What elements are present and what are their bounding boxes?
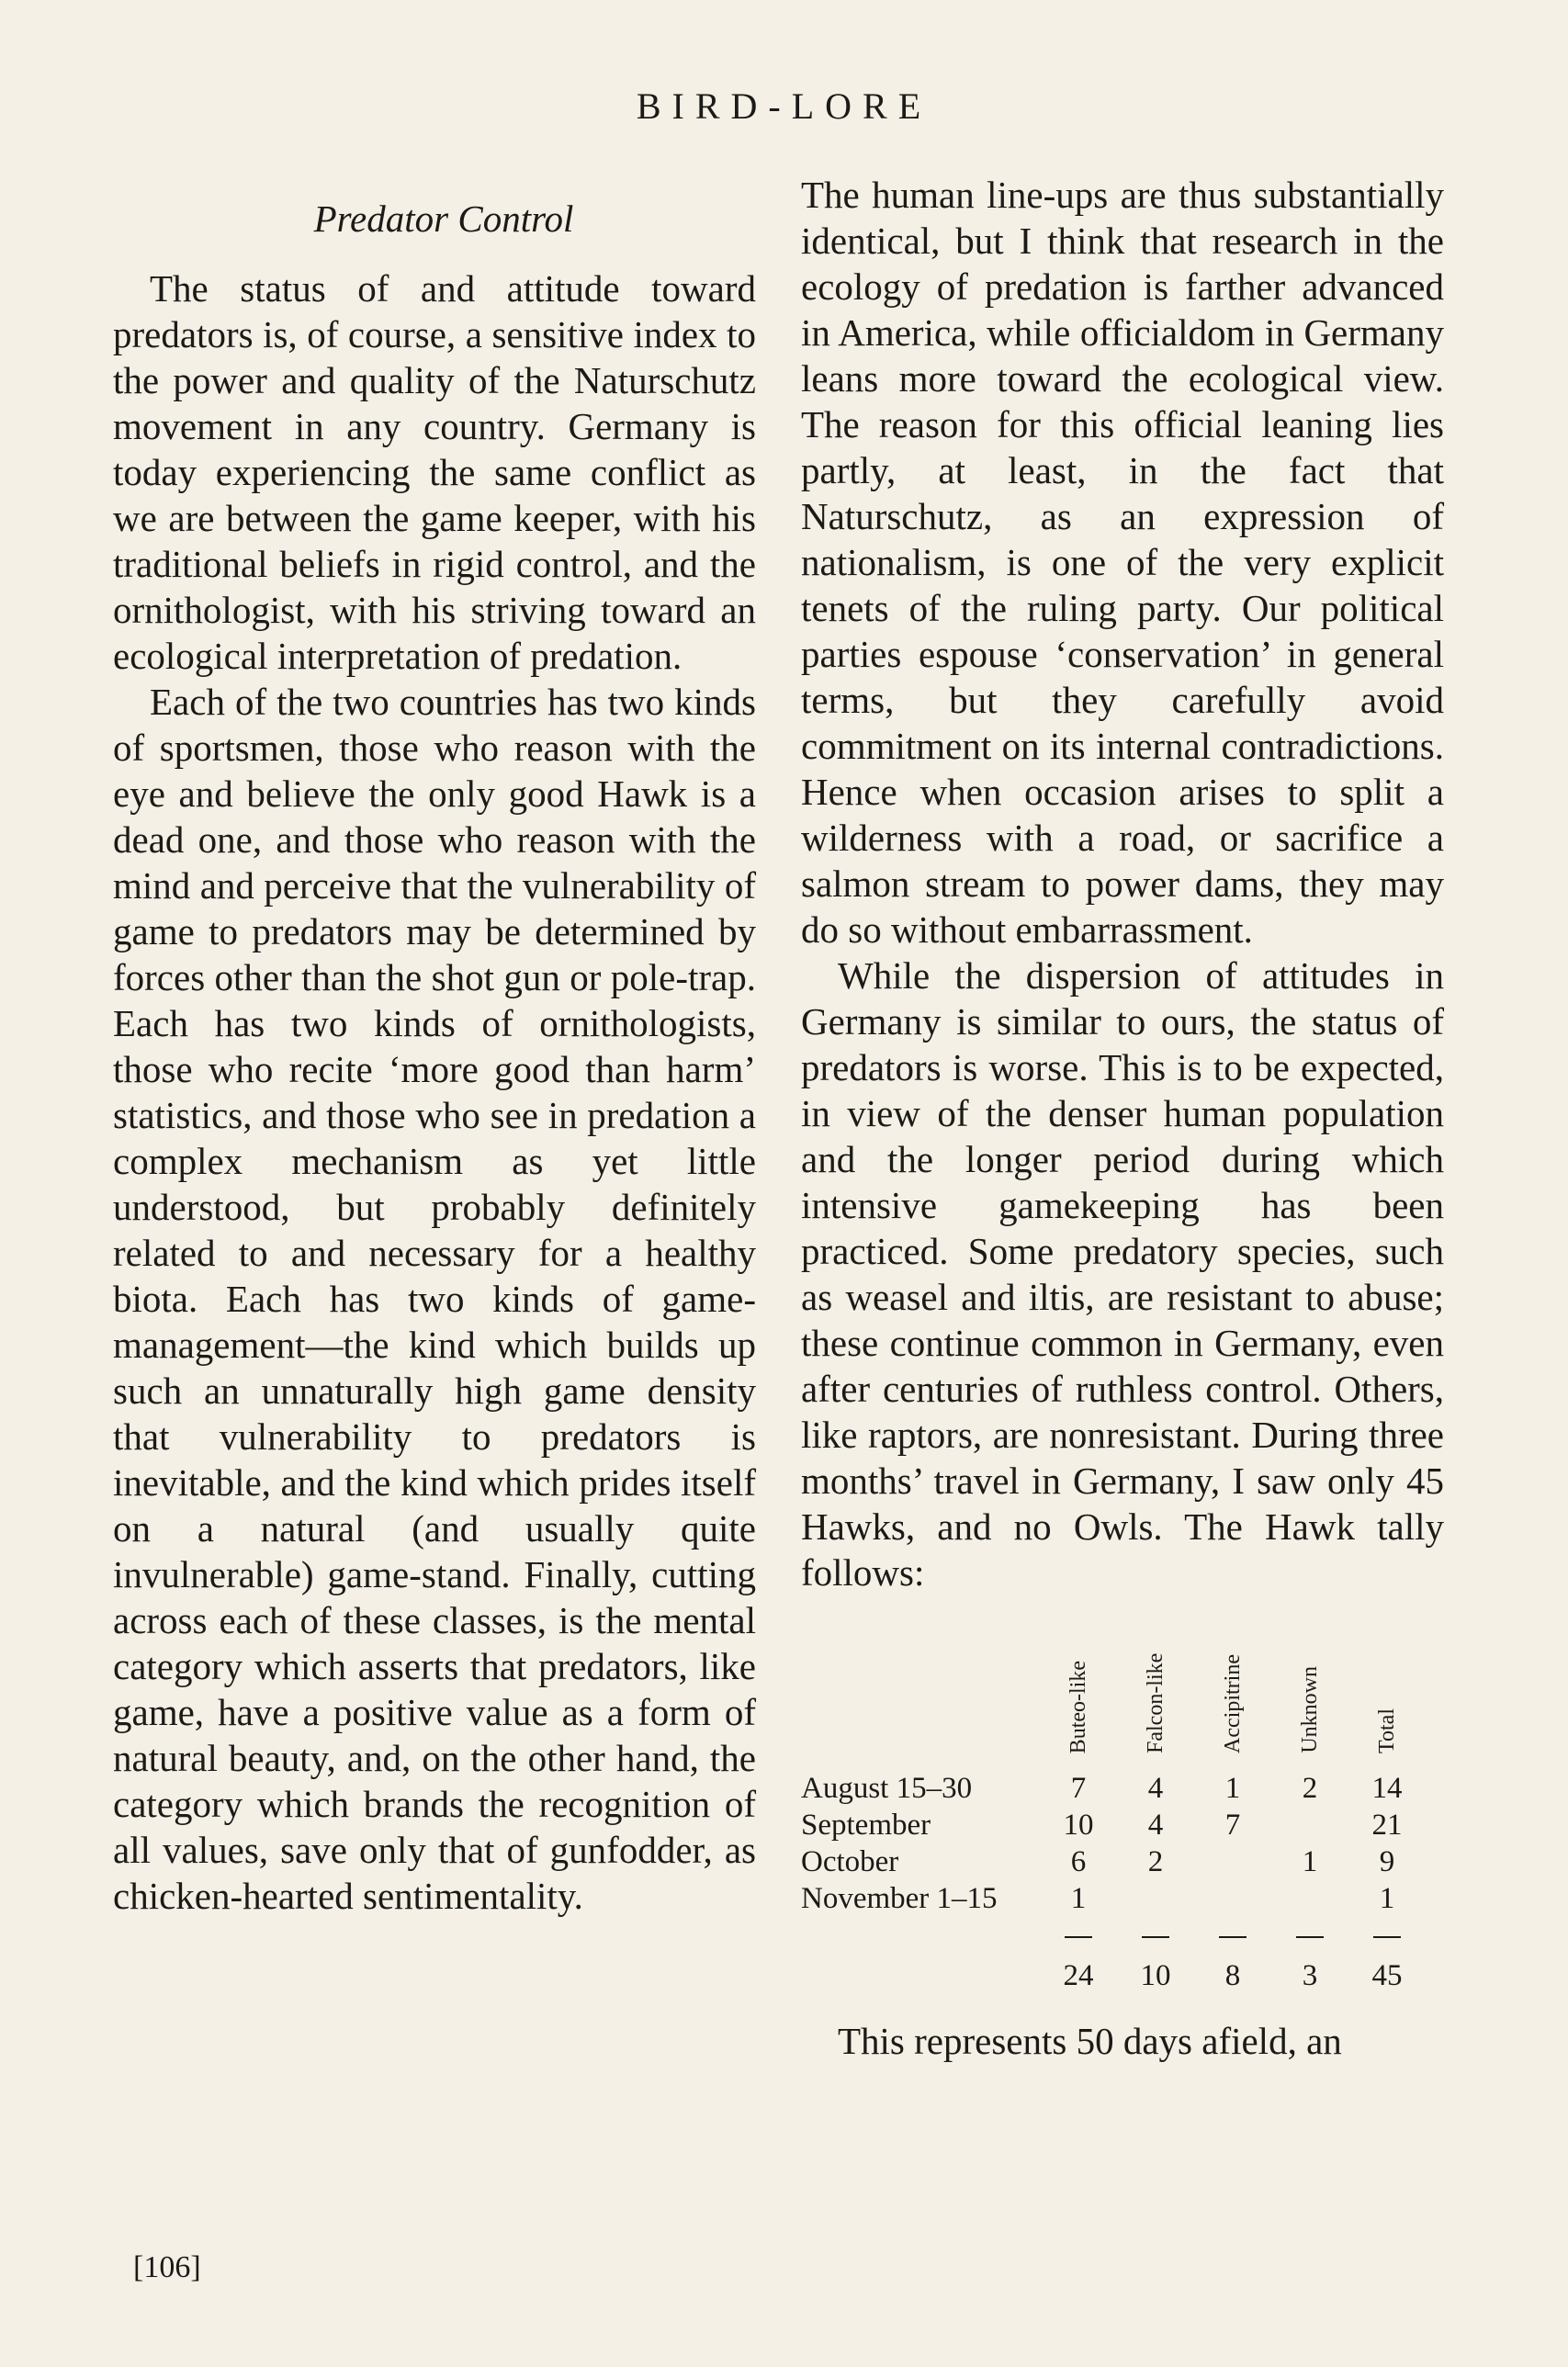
cell: 21: [1371, 1809, 1403, 1842]
paragraph: This represents 50 days afield, an: [838, 2020, 1342, 2062]
totals-row: [801, 1954, 1426, 1994]
rule: [1296, 1936, 1324, 1938]
row-label: November 1–15: [801, 1882, 998, 1915]
cell: 4: [1147, 1809, 1164, 1842]
paragraph: Each of the two countries has two kinds of sportsmen, those who reason with the eye and believe the only good Hawk is a dead one, and those who reason with the mind and perceive that the vulnerability of game to predators may be determined by forces other than the shot gun or pole-trap. Each has two kinds of ornithologists, those who recite ‘more good than harm’ statistics, and those who see in predation a complex mechanism as yet little understood, but probably definitely related to and necessary for a healthy biota. Each has two kinds of game-management—the kind which builds up such an unnaturally high game density that vulnerability to predators is inevitable, and the kind which prides itself on a natural (and usually quite invulnerable) game-stand. Finally, cutting across each of these classes, is the mental category which asserts that predators, like game, have a positive value as a form of natural beauty, and, on the other hand, the category which brands the recognition of all values, save only that of gunfodder, as chicken-hearted sentimentality.: [113, 681, 756, 1917]
cell: 2: [1302, 1772, 1318, 1805]
cell: [1271, 1807, 1348, 1843]
total-cell: 10: [1140, 1959, 1171, 1992]
cell: 9: [1379, 1845, 1395, 1878]
table-row: [801, 1843, 1426, 1880]
cell: 7: [1224, 1809, 1241, 1842]
section-title: Predator Control: [313, 197, 574, 240]
cell: 4: [1147, 1772, 1164, 1805]
table-row: [801, 1807, 1426, 1843]
rule: [1373, 1936, 1401, 1938]
paragraph: The status of and attitude toward predators is, of course, a sensitive index to the power and quality of the Naturschutz movement in any country. Germany is today experiencing the same conflict as we are between the game keeper, with his traditional beliefs in rigid control, and the ornithologist, with his striving toward an ecological interpretation of predation.: [113, 267, 756, 677]
column-header: Buteo-like: [1066, 1660, 1090, 1753]
column-header: Accipitrine: [1221, 1654, 1245, 1753]
total-rule-row: [801, 1917, 1426, 1954]
cell: 10: [1063, 1809, 1094, 1842]
table-header-row: [801, 1605, 1426, 1770]
cell: [1117, 1880, 1194, 1917]
cell: 14: [1371, 1772, 1403, 1805]
right-column: [801, 172, 1444, 2064]
total-cell: 24: [1063, 1959, 1094, 1992]
total-cell: 3: [1302, 1959, 1318, 1992]
column-header: Falcon-like: [1144, 1652, 1168, 1753]
column-header: Total: [1375, 1708, 1399, 1753]
cell: [1194, 1843, 1271, 1880]
cell: [1271, 1880, 1348, 1917]
rule: [1219, 1936, 1247, 1938]
cell: 1: [1379, 1882, 1395, 1915]
cell: 1: [1070, 1882, 1087, 1915]
rule: [1065, 1936, 1092, 1938]
total-cell: 45: [1371, 1959, 1403, 1992]
row-label: October: [801, 1845, 899, 1878]
total-cell: 8: [1224, 1959, 1241, 1992]
cell: 1: [1302, 1845, 1318, 1878]
column-header: Unknown: [1298, 1666, 1322, 1753]
rule: [1142, 1936, 1169, 1938]
page-number: [106]: [133, 2250, 201, 2284]
cell: [1194, 1880, 1271, 1917]
hawk-tally-table: [801, 1605, 1426, 1994]
row-label: August 15–30: [801, 1772, 973, 1805]
cell: 2: [1147, 1845, 1164, 1878]
left-column: [113, 196, 756, 1919]
cell: 1: [1224, 1772, 1241, 1805]
running-head: BIRD-LORE: [636, 85, 932, 127]
paragraph: The human line-ups are thus substantially identical, but I think that research in the ecology of predation is farther advanced in America, while officialdom in Germany leans more toward the ecological view. The reason for this official leaning lies partly, at least, in the fact that Naturschutz, as an expression of nationalism, is one of the very explicit tenets of the ruling party. Our political parties espouse ‘conservation’ in general terms, but they carefully avoid commitment on its internal contradictions. Hence when occasion arises to split a wilderness with a road, or sacrifice a salmon stream to power dams, they may do so without embarrassment.: [801, 174, 1444, 951]
paragraph: While the dispersion of attitudes in Germany is similar to ours, the status of predators is worse. This is to be expected, in view of the denser human population and the longer period during which intensive gamekeeping has been practiced. Some predatory species, such as weasel and iltis, are resistant to abuse; these continue common in Germany, even after centuries of ruthless control. Others, like raptors, are nonresistant. During three months’ travel in Germany, I saw only 45 Hawks, and no Owls. The Hawk tally follows:: [801, 954, 1444, 1594]
cell: 7: [1070, 1772, 1087, 1805]
table-row: [801, 1770, 1426, 1807]
table-row: [801, 1880, 1426, 1917]
cell: 6: [1070, 1845, 1087, 1878]
row-label: September: [801, 1809, 931, 1842]
